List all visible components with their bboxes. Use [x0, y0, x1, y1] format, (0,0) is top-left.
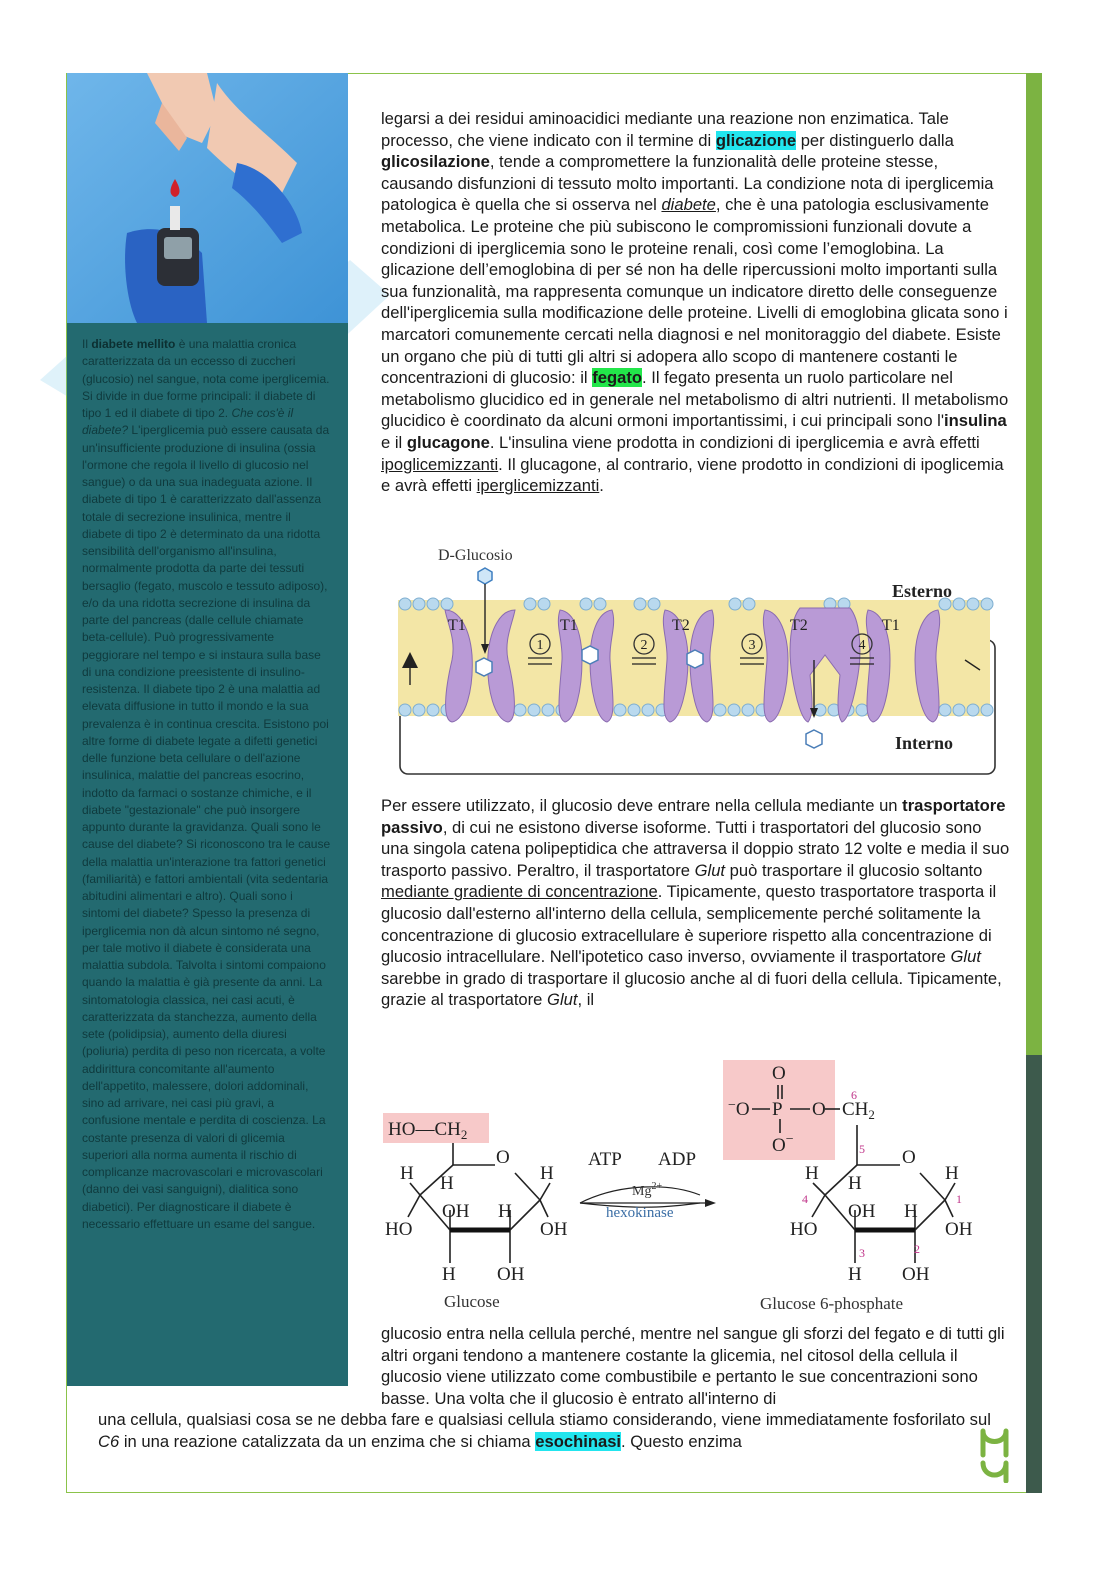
svg-text:5: 5	[859, 1142, 865, 1156]
label-glucose: Glucose	[444, 1292, 500, 1311]
sidebar-panel	[67, 73, 348, 1386]
highlight-fegato: fegato	[592, 368, 643, 388]
brand-logo-icon	[978, 1425, 1014, 1483]
link-diabete[interactable]: diabete	[661, 195, 716, 215]
svg-text:H: H	[442, 1264, 456, 1285]
svg-text:H: H	[848, 1173, 862, 1194]
svg-text:O: O	[772, 1063, 786, 1084]
link-ipoglicemizzanti[interactable]: ipoglicemizzanti	[381, 454, 499, 474]
svg-text:H: H	[440, 1173, 454, 1194]
svg-text:2: 2	[914, 1242, 920, 1256]
step-4: 4	[858, 638, 866, 653]
svg-text:H: H	[400, 1163, 414, 1184]
svg-text:OH: OH	[497, 1264, 525, 1285]
label-d-glucosio: D-Glucosio	[438, 547, 513, 564]
svg-text:H: H	[945, 1163, 959, 1184]
label-interno: Interno	[895, 733, 953, 753]
label-t1-a: T1	[448, 617, 466, 634]
link-iperglicemizzanti[interactable]: iperglicemizzanti	[476, 476, 600, 496]
svg-text:Mg2+: $Mg^{2+}$	[632, 1181, 663, 1199]
paragraph-esochinasi: una cellula, qualsiasi cosa se ne debba fare e qualsiasi cellula stiamo considerando, viene immediatamente fosforilato sul C6 in una reazione catalizzata da un enzima che si chiama esochinasi. Questo enzima	[98, 1410, 991, 1451]
hexokinase-reaction-figure	[380, 1055, 980, 1320]
svg-text:1: 1	[956, 1192, 962, 1206]
svg-text:H: H	[848, 1264, 862, 1285]
svg-text:OH: OH	[945, 1219, 973, 1240]
svg-text:HO: HO	[790, 1219, 818, 1240]
svg-text:−O: −O	[728, 1098, 750, 1120]
label-atp: ATP	[588, 1149, 622, 1170]
step-2: 2	[640, 638, 648, 653]
glucose-transporter-figure	[390, 540, 1002, 780]
svg-text:H: H	[805, 1163, 819, 1184]
label-t1-c: T1	[882, 617, 900, 634]
svg-text:H: H	[540, 1163, 554, 1184]
svg-text:CH2: $CH_2$	[842, 1099, 875, 1122]
link-gradiente[interactable]: mediante gradiente di concentrazione	[381, 882, 658, 902]
svg-text:O: O	[812, 1099, 826, 1120]
label-t2-b: T2	[790, 617, 808, 634]
step-3: 3	[748, 638, 756, 653]
svg-text:OH: OH	[540, 1219, 568, 1240]
paragraph-glucosio-entra: glucosio entra nella cellula perché, mentre nel sangue gli sforzi del fegato e di tutti gli altri organi tendono a mantenere costante la glicemia, nel citosol della cellula il glucosio viene utilizzato come combustibile e pertanto le sue concentrazioni sono basse. Una volta che il glucosio è entrato all'interno di	[381, 1324, 1005, 1408]
diabetes-test-photo	[67, 73, 348, 323]
label-esterno: Esterno	[892, 581, 952, 601]
step-1: 1	[536, 638, 544, 653]
svg-text:3: 3	[859, 1246, 865, 1260]
svg-text:O−: O−	[772, 1132, 794, 1156]
svg-text:HO: HO	[385, 1219, 413, 1240]
label-adp: ADP	[658, 1149, 697, 1170]
highlight-glicazione: glicazione	[715, 130, 797, 150]
svg-text:HO—CH2: $HO—CH_2$	[388, 1119, 468, 1142]
sidebar-text: Il diabete mellito è una malattia cronica caratterizzata da un eccesso di zuccheri (glucosio) nel sangue, nota come iperglicemia. Si divide in due forme principali: il diabete di tipo 1 ed il diabete di tipo 2. Che cos'è il diabete? L'iperglicemia può essere causata da un'insufficiente produzione di insulina (ossia l'ormone che regola il livello di glucosio nel sangue) o da una sua inadeguata azione. Il diabete di tipo 1 è caratterizzato dall'assenza totale di secrezione insulinica, mentre il diabete di tipo 2 è determinato da una ridotta sensibilità dell'organismo all'insulina, normalmente prodotta da parte dei tessuti bersaglio (fegato, muscolo e tessuto adiposo), e/o da una ridotta secrezione di insulina da parte del pancreas (dalle cellule chiamate beta-cellule). Può progressivamente peggiorare nel tempo e si instaura sulla base di una condizione preesistente di insulino-resistenza. Il diabete tipo 2 è una malattia ad elevata diffusione in tutto il mondo e la sua prevalenza è in continua crescita. Esistono poi altre forme di diabete legate a difetti genetici delle funzione beta cellulare o dell'azione insulinica, malattie del pancreas esocrino, indotto da farmaci o sostanze chimiche, e il diabete "gestazionale" che può insorgere appunto durante la gravidanza. Quali sono le cause del diabete? Si riconoscono tra le cause della malattia un'interazione tra fattori genetici (familiarità) e fattori ambientali (vita sedentaria abitudini alimentari e altro). Quali sono i sintomi del diabete? Spesso la presenza di iperglicemia non dà alcun sintomo né segno, per tale motivo il diabete è considerata una malattia subdola. Talvolta i sintomi compaiono quando la malattia è già presente da anni. La sintomatologia classica, nei casi acuti, è caratterizzata da stanchezza, aumento della sete (polidipsia), aumento della diuresi (poliuria) perdita di peso non ricercata, a volte addirittura concomitante all'aumento dell'appetito, malessere, dolori addominali, sino ad arrivare, nei casi più gravi, a confusione mentale e perdita di coscienza. La costante presenza di valori di glicemia superiori alla norma aumenta il rischio di complicanze macrovascolari e microvascolari (danno dei vasi sanguigni), dialitica sono diabetici). Per diagnosticare il diabete è necessario effettuare un esame del sangue.	[82, 337, 331, 1231]
svg-text:OH: OH	[442, 1201, 470, 1222]
svg-text:OH: OH	[902, 1264, 930, 1285]
svg-text:4: 4	[802, 1192, 808, 1206]
svg-text:P: P	[772, 1099, 783, 1120]
svg-text:H: H	[904, 1201, 918, 1222]
svg-text:OH: OH	[848, 1201, 876, 1222]
svg-text:O: O	[496, 1147, 510, 1168]
paragraph-trasportatore: Per essere utilizzato, il glucosio deve entrare nella cellula mediante un trasportatore passivo, di cui ne esistono diverse isoforme. Tutti i trasportatori del glucosio sono una singola catena polipeptidica che attraversa il doppio strato 12 volte e media il suo trasporto passivo. Peraltro, il trasportatore Glut può trasportare il glucosio soltanto mediante gradiente di concentrazione. Tipicamente, questo trasportatore trasporta il glucosio dall'esterno all'interno della cellula, semplicemente perché solitamente la concentrazione di glucosio extracellulare è superiore rispetto alla concentrazione di glucosio intracellulare. Nell'ipotetico caso inverso, ovviamente il trasportatore Glut sarebbe in grado di trasportare il glucosio anche al di fuori della cellula. Tipicamente, grazie al trasportatore Glut, il	[381, 796, 1010, 1010]
label-hexokinase: hexokinase	[606, 1205, 674, 1221]
paragraph-glicazione: legarsi a dei residui aminoacidici mediante una reazione non enzimatica. Tale processo, che viene indicato con il termine di glicazione per distinguerlo dalla glicosilazione, tende a compromettere la funzionalità delle proteine stesse, causando disfunzioni di tessuto molto importanti. La condizione nota di iperglicemia patologica è quella che si osserva nel diabete, che è una patologia esclusivamente metabolica. Le proteine che più subiscono le compromissioni funzionali dovute a condizioni di iperglicemia sono le proteine renali, così come l’emoglobina. La glicazione dell’emoglobina di per sé non ha delle ripercussioni molto importanti sulla sua funzionalità, ma rappresenta comunque un indicatore diretto delle conseguenze dell'iperglicemia sulla modificazione delle proteine. Livelli di emoglobina glicata sono i marcatori comunemente cercati nella diagnosi e nel monitoraggio del diabete. Esiste un organo che più di tutti gli altri si adopera allo scopo di mantenere costanti le concentrazioni di glucosio: il fegato. Il fegato presenta un ruolo particolare nel metabolismo glucidico ed in generale nel metabolismo di altri nutrienti. Il metabolismo glucidico è coordinato da alcuni ormoni importantissimi, i cui principali sono l'insulina e il glucagone. L'insulina viene prodotta in condizioni di iperglicemia e avrà effetti ipoglicemizzanti. Il glucagone, al contrario, viene prodotto in condizioni di ipoglicemia e avrà effetti iperglicemizzanti.	[381, 109, 1009, 496]
label-glucose-6-phosphate: Glucose 6-phosphate	[760, 1294, 904, 1313]
right-accent-bar	[1026, 73, 1042, 1055]
label-t2-a: T2	[672, 617, 690, 634]
svg-text:6: 6	[851, 1088, 857, 1102]
svg-text:H: H	[498, 1201, 512, 1222]
svg-text:O: O	[902, 1147, 916, 1168]
label-t1-b: T1	[560, 617, 578, 634]
label-ho-ch2: HO—CH	[388, 1119, 461, 1140]
right-dark-bar	[1026, 1055, 1042, 1493]
highlight-esochinasi: esochinasi	[535, 1431, 622, 1451]
